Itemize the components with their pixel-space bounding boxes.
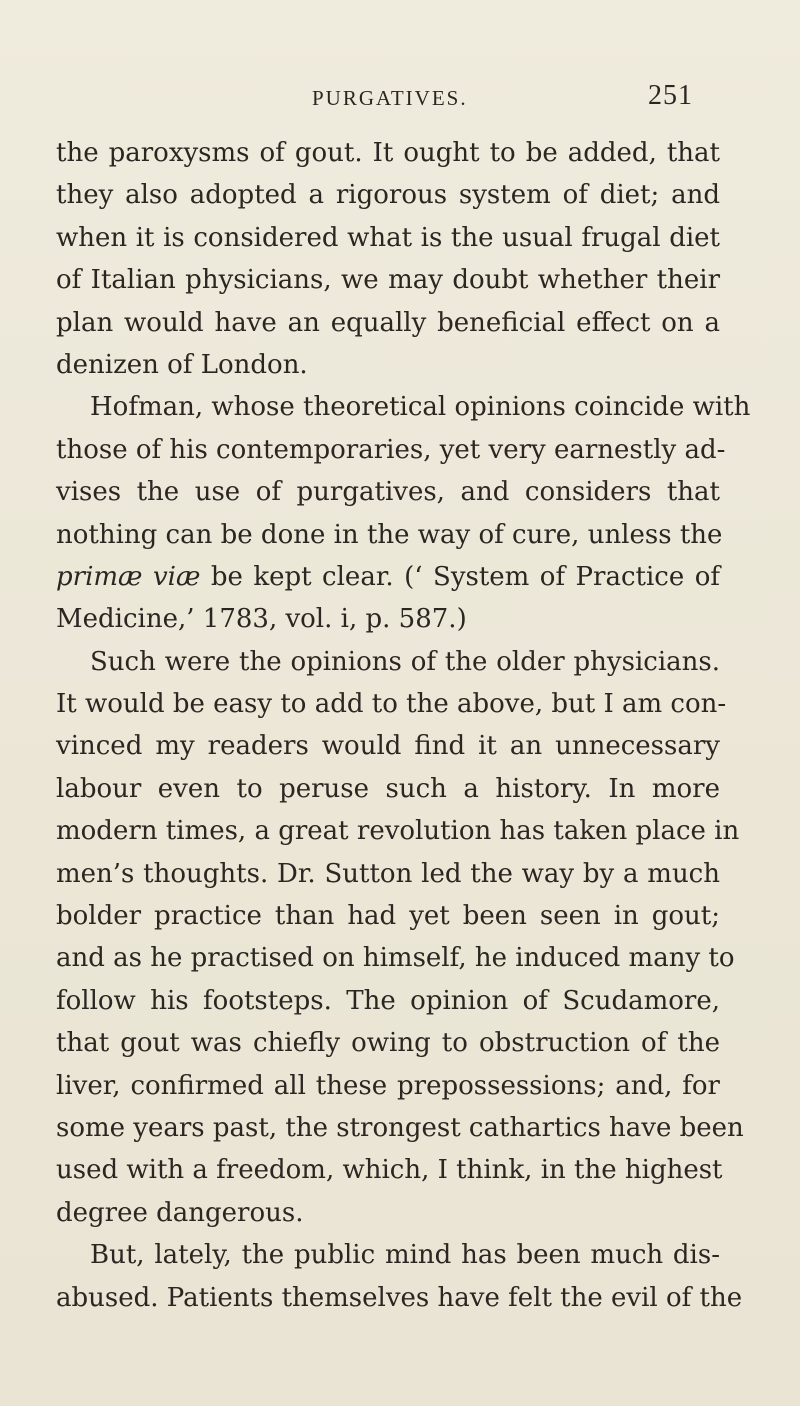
text-line: and as he practised on himself, he induced many to — [56, 943, 735, 974]
text-line: labour even to peruse such a history. In more — [56, 773, 720, 804]
text-line: vises the use of purgatives, and considers that — [56, 477, 720, 508]
text-line: liver, confirmed all these prepossessions; and, for — [56, 1070, 720, 1101]
text-line: degree dangerous. — [56, 1197, 304, 1228]
text-line: those of his contemporaries, yet very earnestly ad- — [56, 434, 726, 465]
text-line: nothing can be done in the way of cure, unless the — [56, 519, 723, 550]
text-line: vinced my readers would find it an unnecessary — [56, 731, 720, 762]
paragraph-start-line: But, lately, the public mind has been much dis- — [90, 1240, 720, 1271]
text-line: Medicine,’ 1783, vol. i, p. 587.) — [56, 604, 467, 635]
text-line: denizen of London. — [56, 349, 308, 380]
paragraph-start-line: Such were the opinions of the older physicians. — [90, 646, 720, 677]
text-line: men’s thoughts. Dr. Sutton led the way by a much — [56, 858, 720, 889]
page-number: 251 — [648, 80, 693, 111]
body-text — [56, 132, 751, 1319]
text-line: It would be easy to add to the above, but I am con- — [56, 689, 727, 720]
text-line: used with a freedom, which, I think, in the highest — [56, 1155, 723, 1186]
italic-phrase: primæ viæ — [56, 561, 201, 592]
text-line: modern times, a great revolution has taken place in — [56, 816, 740, 847]
text-line: that gout was chiefly owing to obstruction of the — [56, 1028, 720, 1059]
text-line: they also adopted a rigorous system of diet; and — [56, 180, 720, 211]
text-line: some years past, the strongest cathartics have been — [56, 1112, 744, 1143]
running-head-title: PURGATIVES. — [312, 86, 468, 110]
text-line: the paroxysms of gout. It ought to be added, that — [56, 138, 720, 168]
text-run: be kept clear. (‘ System of Practice of — [200, 561, 720, 592]
text-line: plan would have an equally beneficial effect on a — [56, 307, 720, 338]
text-line: when it is considered what is the usual frugal diet — [56, 222, 720, 253]
text-line — [56, 556, 720, 598]
paragraph-start-line: Hofman, whose theoretical opinions coincide with — [90, 392, 751, 423]
text-line: of Italian physicians, we may doubt whether their — [56, 265, 720, 296]
text-line: bolder practice than had yet been seen in gout; — [56, 901, 720, 932]
text-line: follow his footsteps. The opinion of Scudamore, — [56, 985, 720, 1016]
running-head — [0, 78, 800, 118]
text-line: abused. Patients themselves have felt the evil of the — [56, 1282, 743, 1313]
